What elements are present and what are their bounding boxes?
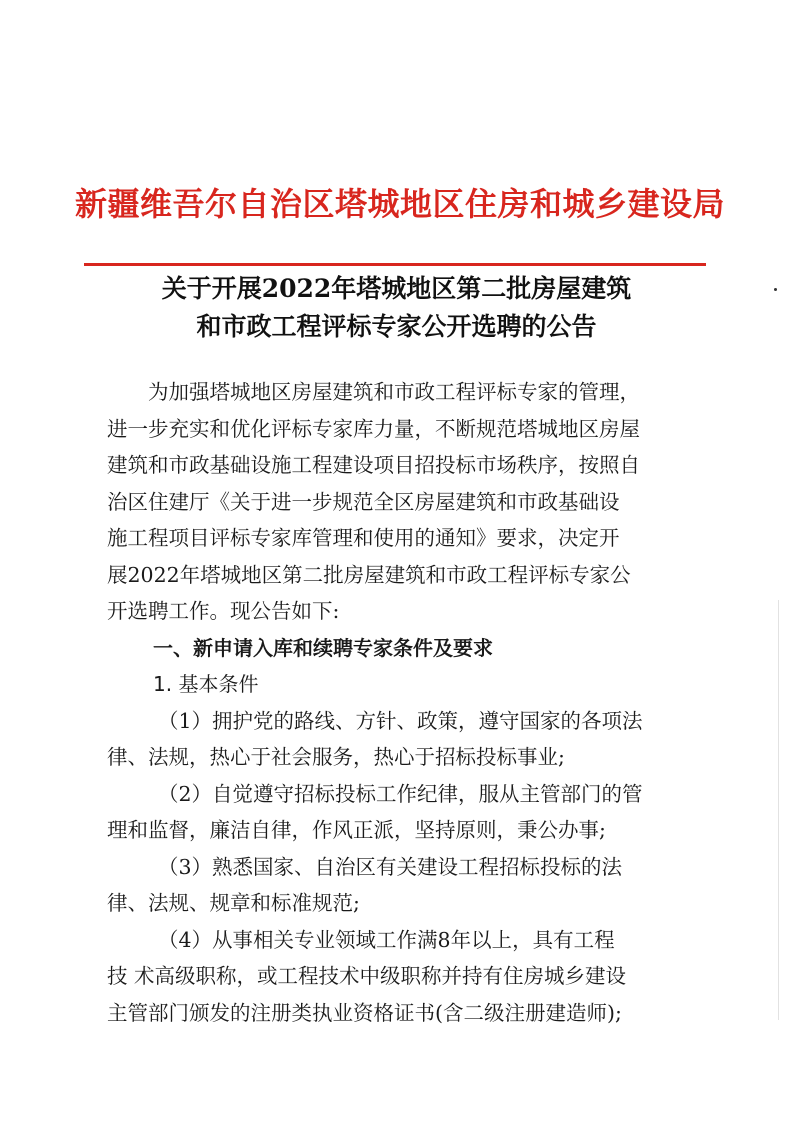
title-line-2: 和市政工程评标专家公开选聘的公告 <box>196 312 597 341</box>
announcement-title <box>60 270 733 346</box>
paragraph-line: 为加强塔城地区房屋建筑和市政工程评标专家的管理， <box>148 380 640 404</box>
paragraph-line: 进一步充实和优化评标专家库力量，不断规范塔城地区房屋 <box>107 416 640 441</box>
scan-edge-shadow <box>778 600 779 1020</box>
list-item-3: （3）熟悉国家、自治区有关建设工程招标投标的法 <box>158 854 623 879</box>
list-item-3-cont: 律、法规、规章和标准规范; <box>107 891 360 915</box>
list-item-2-cont: 理和监督，廉洁自律，作风正派，坚持原则，秉公办事; <box>107 818 606 842</box>
subsection-heading-basic-conditions: 1. 基本条件 <box>153 672 259 696</box>
paragraph-line: 展2022年塔城地区第二批房屋建筑和市政工程评标专家公 <box>107 562 631 587</box>
paragraph-line: 开选聘工作。现公告如下: <box>107 599 340 623</box>
red-divider-line <box>84 263 706 266</box>
paragraph-line: 治区住建厅《关于进一步规范全区房屋建筑和市政基础设 <box>107 489 620 514</box>
list-item-4-cont: 技 术高级职称，或工程技术中级职称并持有住房城乡建设 <box>107 964 627 988</box>
list-item-1: （1）拥护党的路线、方针、政策，遵守国家的各项法 <box>158 708 643 733</box>
title-line-1: 关于开展2022年塔城地区第二批房屋建筑 <box>161 274 632 303</box>
section-heading-1: 一、新申请入库和续聘专家条件及要求 <box>153 635 493 660</box>
list-item-4: （4）从事相关专业领域工作满8年以上，具有工程 <box>158 927 615 952</box>
issuing-authority-header: 新疆维吾尔自治区塔城地区住房和城乡建设局 <box>74 185 725 223</box>
scan-speck <box>774 288 777 291</box>
list-item-1-cont: 律、法规，热心于社会服务，热心于招标投标事业; <box>107 745 565 769</box>
announcement-body <box>107 374 707 1031</box>
paragraph-line: 建筑和市政基础设施工程建设项目招投标市场秩序，按照自 <box>107 453 640 477</box>
list-item-2: （2）自觉遵守招标投标工作纪律，服从主管部门的管 <box>158 781 643 806</box>
list-item-4-cont: 主管部门颁发的注册类执业资格证书(含二级注册建造师); <box>107 1000 622 1025</box>
paragraph-line: 施工程项目评标专家库管理和使用的通知》要求，决定开 <box>107 526 620 550</box>
